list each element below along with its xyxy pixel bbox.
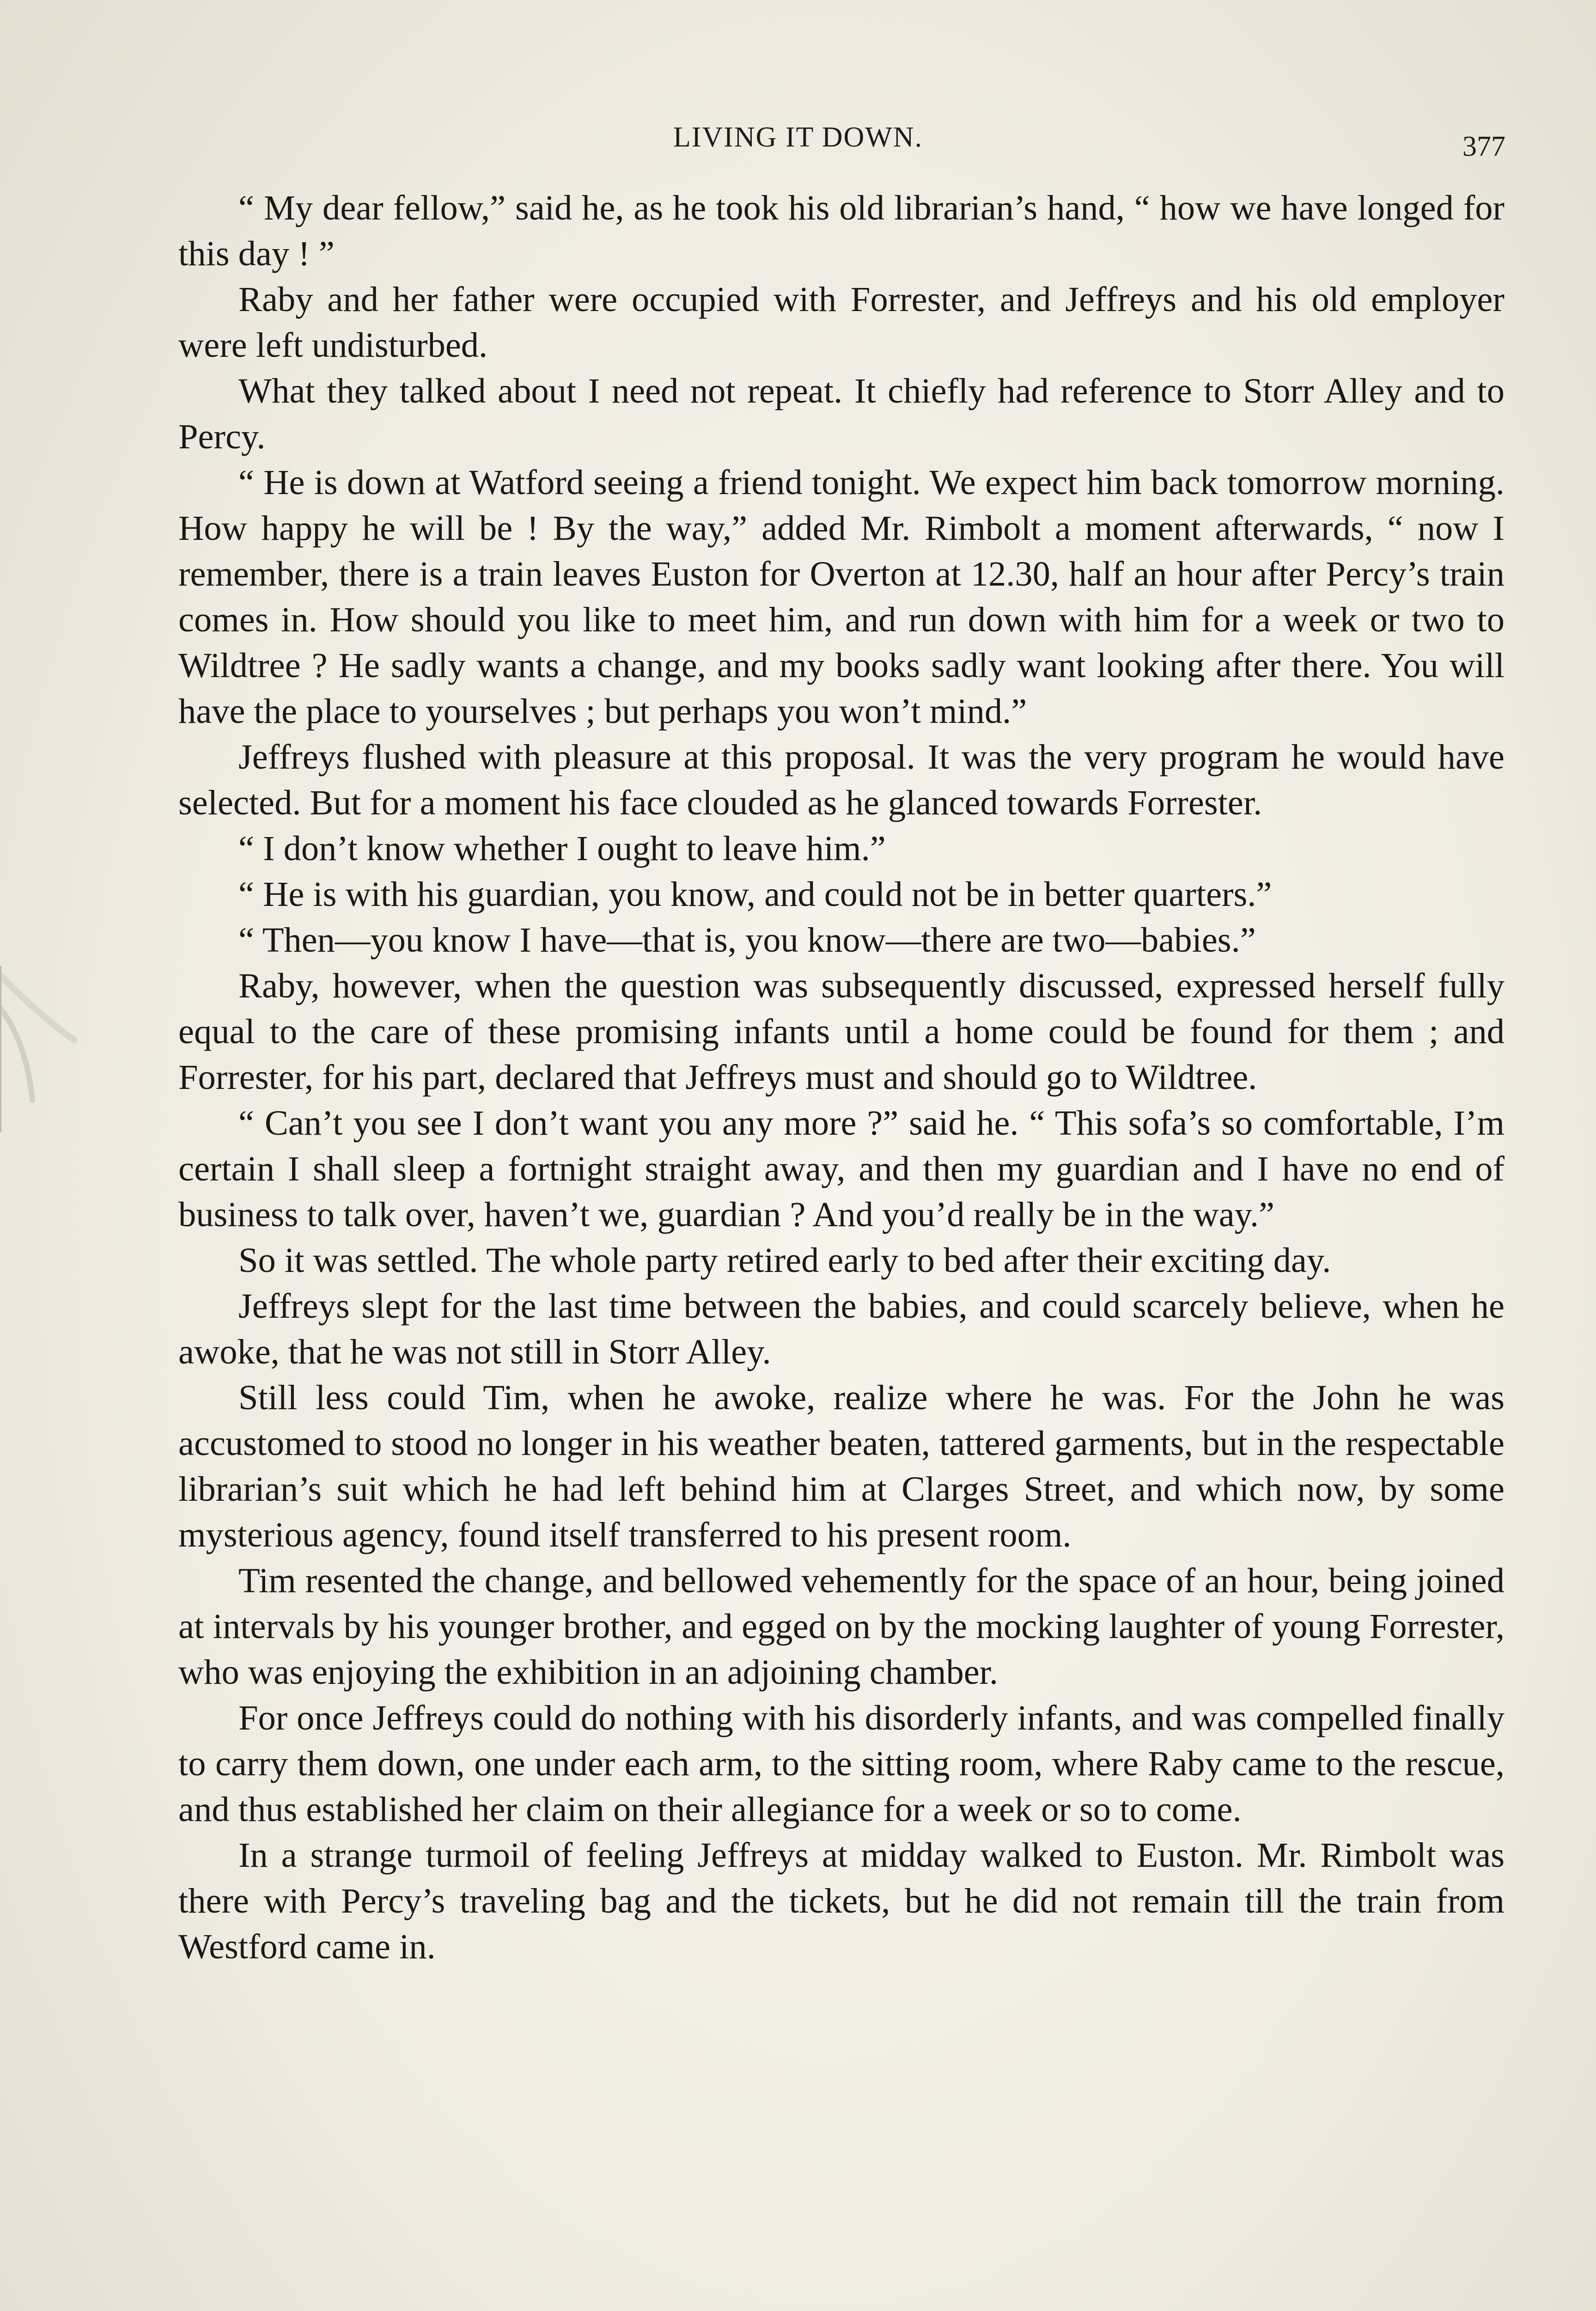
running-head: LIVING IT DOWN. <box>673 122 923 153</box>
paragraph: Raby, however, when the question was subsequently discussed, expressed herself fully equal to the care of these promising infants until a home could be found for them ; and Forrester, for his part, declared that Jeffreys must and should go to Wildtree. <box>178 966 1505 1097</box>
paragraph: Jeffreys slept for the last time between the babies, and could scarcely believe, when he awoke, that he was not still in Storr Alley. <box>178 1286 1505 1371</box>
paragraph: “ He is down at Watford seeing a friend tonight. We expect him back tomorrow morning. How happy he will be ! By the way,” added Mr. Rimbolt a moment afterwards, “ now I remember, there is a train leaves Euston for Overton at 12.30, half an hour after Percy’s train comes in. How should you like to meet him, and run down with him for a week or two to Wildtree ? He sadly wants a change, and my books sadly want looking after there. You will have the place to yourselves ; but perhaps you won’t mind.” <box>178 463 1505 731</box>
paragraph: “ Then—you know I have—that is, you know—there are two—babies.” <box>238 920 1256 960</box>
paragraph: Still less could Tim, when he awoke, realize where he was. For the John he was accustomed to stood no longer in his weather beaten, tattered garments, but in the respectable librarian’s suit which he had left behind him at Clarges Street, and which now, by some mysterious agency, found itself transferred to his present room. <box>178 1378 1505 1554</box>
paragraph: “ Can’t you see I don’t want you any more ?” said he. “ This sofa’s so comfortable, I’m certain I shall sleep a fortnight straight away, and then my guardian and I have no end of business to talk over, haven’t we, guardian ? And you’d really be in the way.” <box>178 1103 1505 1234</box>
paragraph: In a strange turmoil of feeling Jeffreys at midday walked to Euston. Mr. Rimbolt was there with Percy’s traveling bag and the tickets, but he did not remain till the train from Westford came in. <box>178 1835 1505 1966</box>
paragraph: “ He is with his guardian, you know, and could not be in better quarters.” <box>238 874 1272 914</box>
paragraph: “ My dear fellow,” said he, as he took his old librarian’s hand, “ how we have longed for this day ! ” <box>178 188 1505 273</box>
paragraph: Raby and her father were occupied with Forrester, and Jeffreys and his old employer were left undisturbed. <box>178 280 1505 365</box>
paragraph: What they talked about I need not repeat. It chiefly had reference to Storr Alley and to Percy. <box>178 371 1505 456</box>
paragraph: Jeffreys flushed with pleasure at this proposal. It was the very program he would have selected. But for a moment his face clouded as he glanced towards Forrester. <box>178 737 1505 822</box>
body-text <box>178 185 1505 1969</box>
paragraph: So it was settled. The whole party retired early to bed after their exciting day. <box>238 1241 1331 1280</box>
page-number: 377 <box>1462 131 1505 162</box>
binding-thread-mark <box>0 948 88 1142</box>
paragraph: For once Jeffreys could do nothing with his disorderly infants, and was compelled finally to carry them down, one under each arm, to the sitting room, where Raby came to the rescue, and thus established her claim on their allegiance for a week or so to come. <box>178 1698 1505 1829</box>
paragraph: Tim resented the change, and bellowed vehemently for the space of an hour, being joined at intervals by his younger brother, and egged on by the mocking laughter of young Forrester, who was enjoying the exhibition in an adjoining chamber. <box>178 1561 1505 1692</box>
paragraph: “ I don’t know whether I ought to leave him.” <box>238 829 886 868</box>
